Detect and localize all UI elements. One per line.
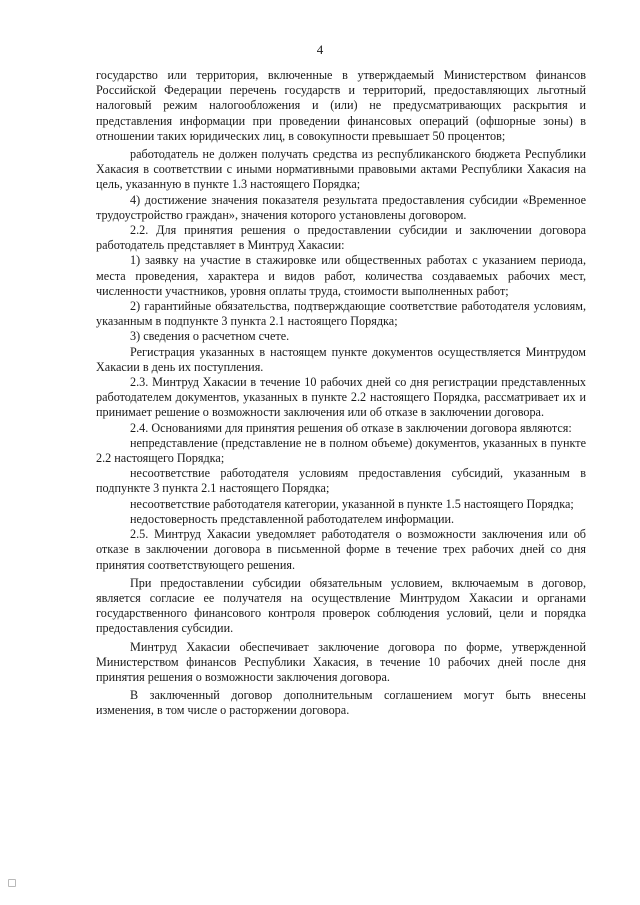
page-number: 4 [316,42,324,57]
paragraph-item-account: 3) сведения о расчетном счете. [130,329,290,344]
paragraph-offshore-condition: государство или территория, включенные в утверждаемый Министерством финансов Российской Федерации перечень государств и территорий, предоставляющих льготный налоговый режим налогообложения и (или) не предусматривающих раскрытия и представления информации при проведении финансовых операций (офшорные зоны) в отношении таких юридических лиц, в совокупности превышает 50 процентов; [96,68,586,143]
paragraph-registration: Регистрация указанных в настоящем пункте документов осуществляется Минтрудом Хакасии в день их поступления. [96,344,586,374]
scan-corner-mark [8,879,16,887]
paragraph-item-guarantee: 2) гарантийные обязательства, подтверждающие соответствие работодателя условиям, указанным в подпункте 3 пункта 2.1 настоящего Порядка; [96,299,586,329]
paragraph-refusal-conditions: несоответствие работодателя условиям предоставления субсидий, указанным в подпункте 3 пункта 2.1 настоящего Порядка; [96,466,586,496]
paragraph-refusal-unreliable: недостоверность представленной работодателем информации. [130,511,455,526]
paragraph-section-2-5: 2.5. Минтруд Хакасии уведомляет работодателя о возможности заключения или об отказе в заключении договора в письменной форме в течение трех рабочих дней со дня принятия соответствующего решения. [96,527,586,572]
paragraph-item-application: 1) заявку на участие в стажировке или общественных работах с указанием периода, места проведения, характера и видов работ, количества создаваемых рабочих мест, численности участников, уровня оплаты труда, стоимости выполненных работ; [96,253,586,298]
paragraph-contract-conclusion: Минтруд Хакасии обеспечивает заключение договора по форме, утвержденной Министерством финансов Республики Хакасия, в течение 10 рабочих дней после дня принятия решения о возможности заключения договора. [96,639,586,684]
paragraph-amendments: В заключенный договор дополнительным соглашением могут быть внесены изменения, в том числе о расторжении договора. [96,688,586,718]
paragraph-section-2-2: 2.2. Для принятия решения о предоставлении субсидии и заключении договора работодатель представляет в Минтруд Хакасии: [96,223,586,253]
paragraph-mandatory-condition: При предоставлении субсидии обязательным условием, включаемым в договор, является согласие ее получателя на осуществление Минтрудом Хакасии и органами государственного финансового контроля проверок соблюдения условий, цели и порядка предоставления субсидии. [96,575,586,636]
document-body [96,68,586,719]
paragraph-result-indicator: 4) достижение значения показателя результата предоставления субсидии «Временное трудоустройство граждан», значения которого установлены договором. [96,192,586,222]
paragraph-section-2-4: 2.4. Основаниями для принятия решения об отказе в заключении договора являются: [130,420,572,435]
paragraph-refusal-nonsubmission: непредставление (представление не в полном объеме) документов, указанных в пункте 2.2 настоящего Порядка; [96,435,586,466]
paragraph-section-2-3: 2.3. Минтруд Хакасии в течение 10 рабочих дней со дня регистрации представленных работодателем документов, указанных в пункте 2.2 настоящего Порядка, рассматривает их и принимает решение о возможности заключения или об отказе в заключении договора. [96,375,586,420]
paragraph-refusal-category: несоответствие работодателя категории, указанной в пункте 1.5 настоящего Порядка; [130,496,574,511]
paragraph-budget-condition: работодатель не должен получать средства из республиканского бюджета Республики Хакасия в соответствии с иными нормативными правовыми актами Республики Хакасия на цель, указанную в пункте 1.3 настоящего Порядка; [96,147,586,192]
